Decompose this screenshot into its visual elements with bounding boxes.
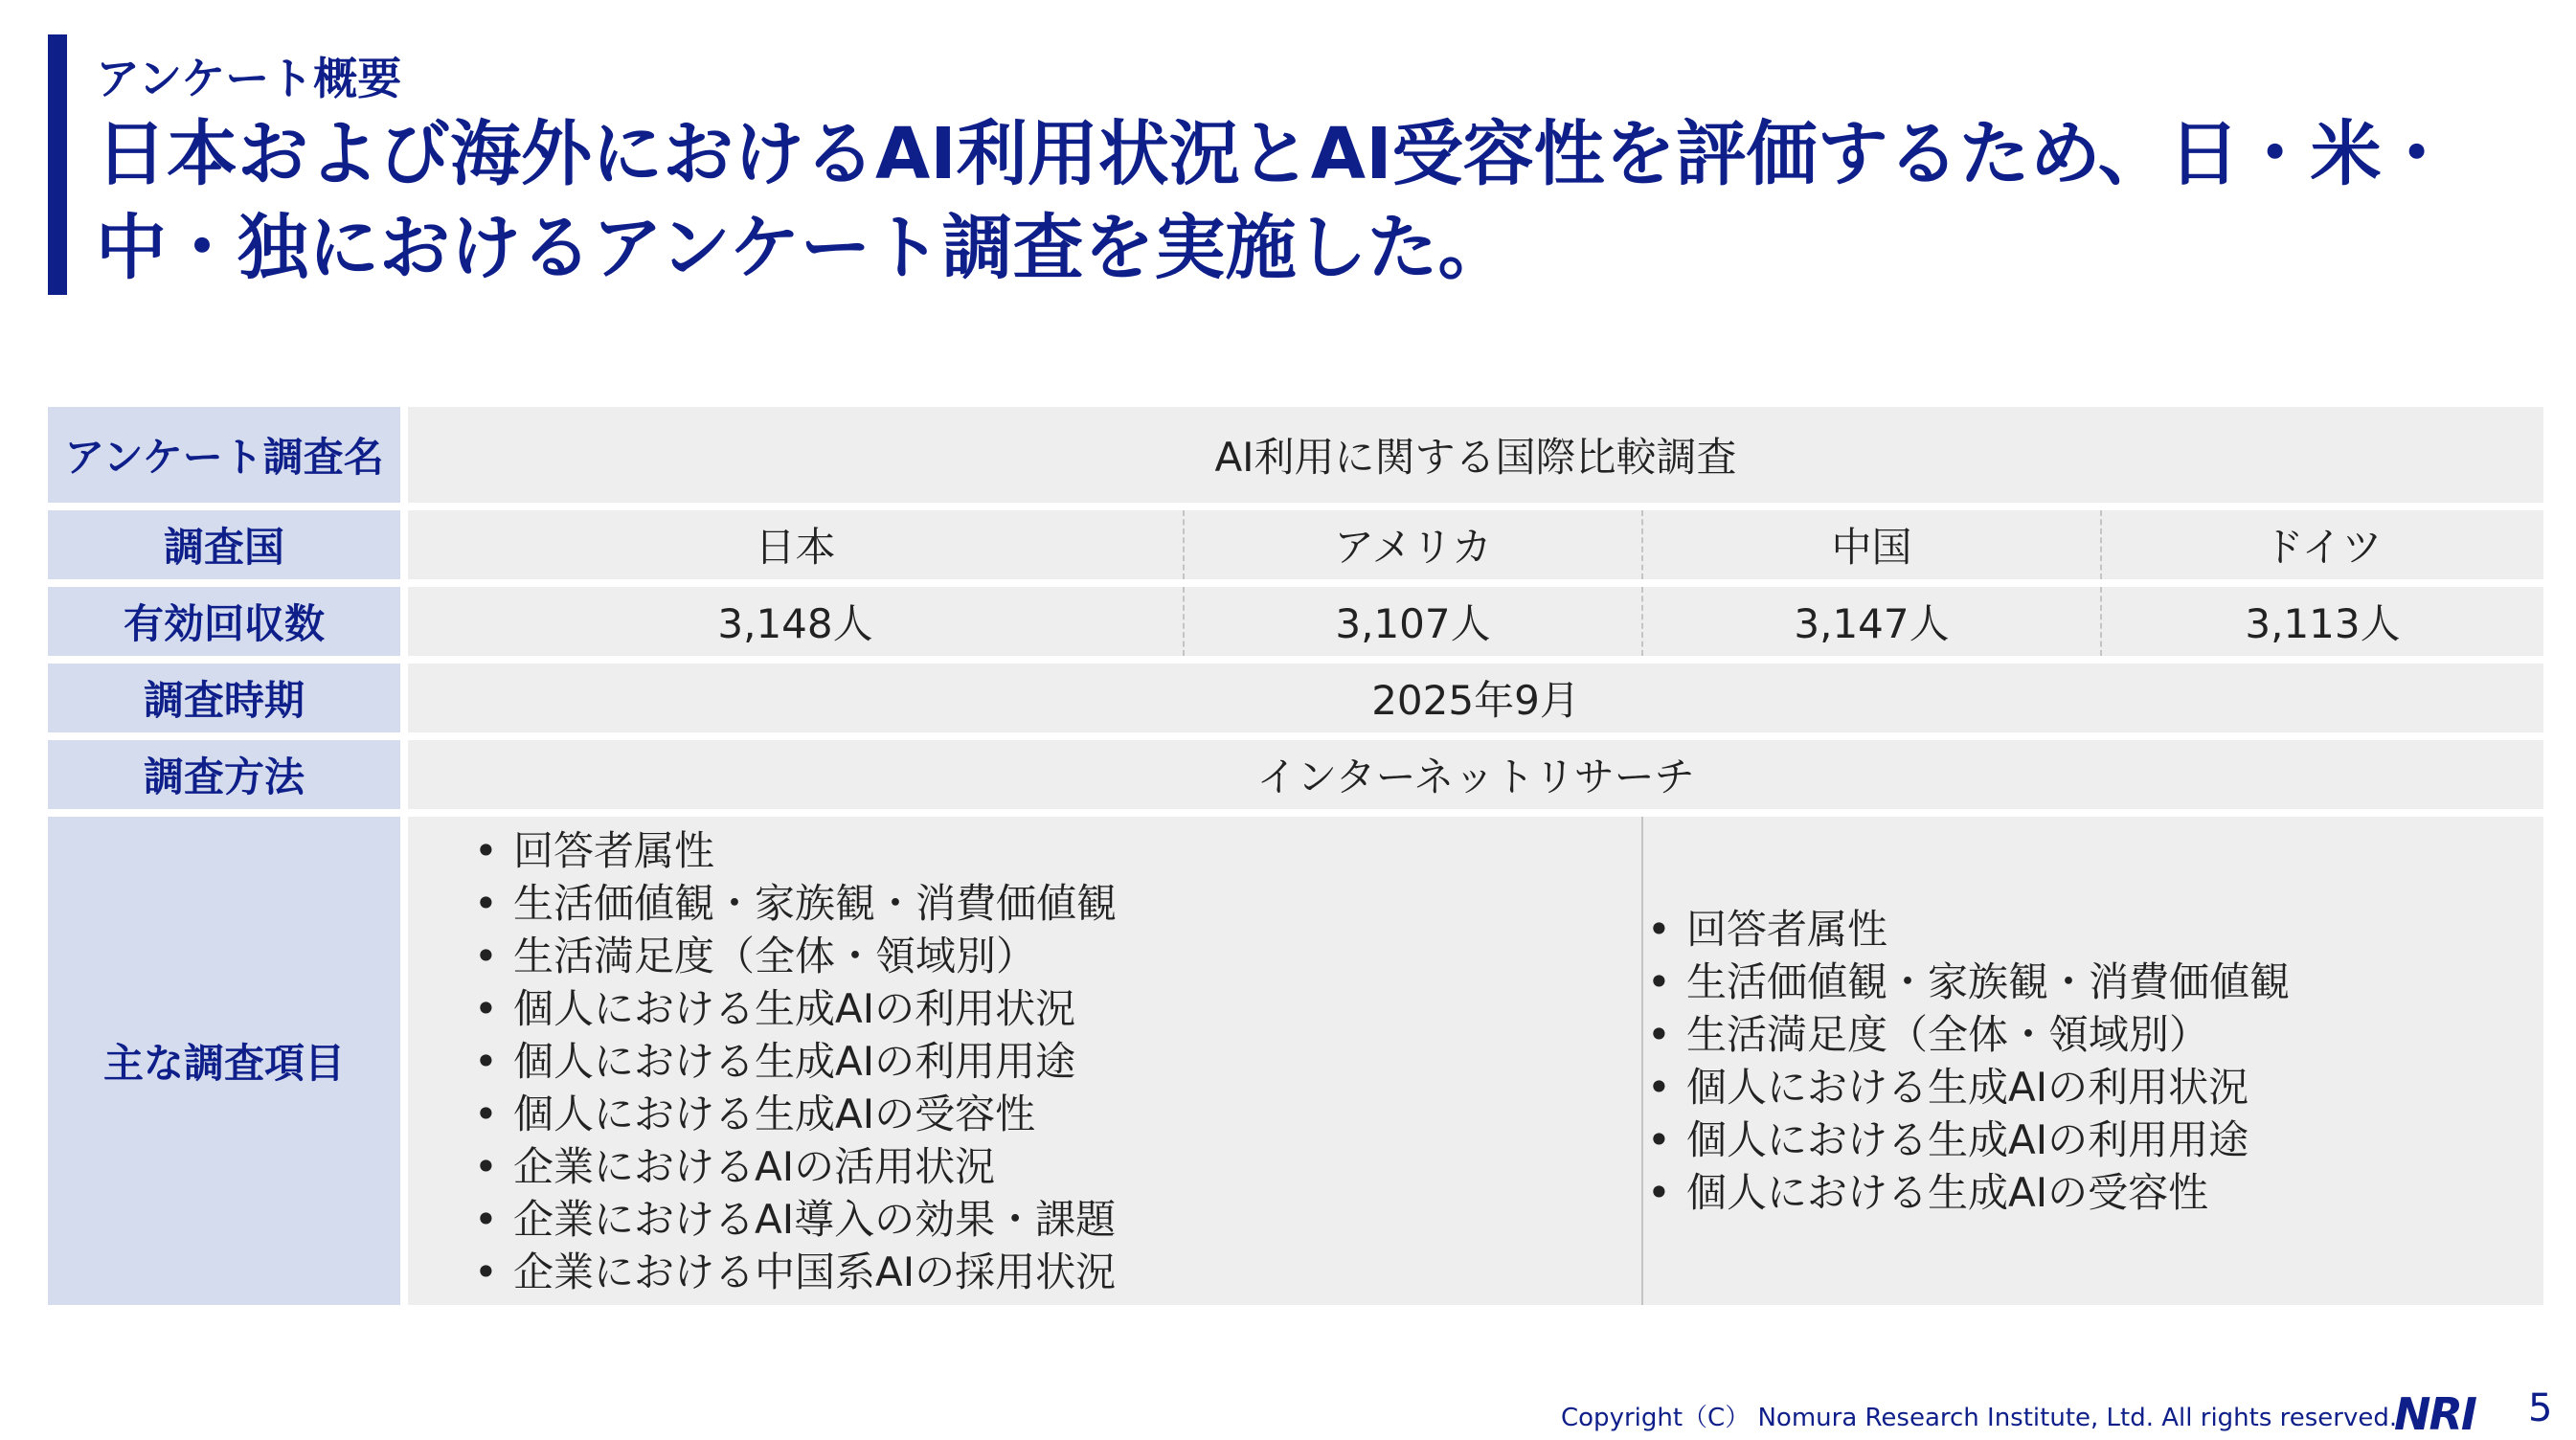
nri-logo: NRI [2394, 1388, 2476, 1440]
label-period: 調査時期 [48, 664, 408, 732]
response-count-cell: 3,113人 [2100, 587, 2543, 656]
row-responses [48, 587, 2543, 656]
response-count-cell: 3,107人 [1183, 587, 1641, 656]
row-method [48, 740, 2543, 809]
slide-headline: 日本および海外におけるAI利用状況とAI受容性を評価するため、日・米・中・独におけるアンケート調査を実施した。 [96, 113, 2452, 289]
row-survey-name [48, 407, 2543, 503]
list-item: • 回答者属性 [1643, 903, 2543, 956]
slide-subtitle: アンケート概要 [96, 53, 402, 104]
row-countries [48, 510, 2543, 579]
list-item: • 個人における生成AIの利用状況 [1643, 1061, 2543, 1114]
row-period [48, 664, 2543, 732]
row-items [48, 817, 2543, 1305]
list-item: • 生活満足度（全体・領域別） [1643, 1008, 2543, 1061]
survey-overview-table [48, 399, 2543, 1313]
response-count-cell: 3,147人 [1641, 587, 2100, 656]
label-items: 主な調査項目 [48, 817, 408, 1305]
items-list-right [1643, 903, 2543, 1219]
list-item: • 生活価値観・家族観・消費価値観 [1643, 956, 2543, 1008]
list-item: • 回答者属性 [470, 824, 1641, 877]
list-item: • 個人における生成AIの受容性 [470, 1088, 1641, 1140]
list-item: • 個人における生成AIの受容性 [1643, 1166, 2543, 1219]
list-item: • 生活満足度（全体・領域別） [470, 930, 1641, 982]
list-item: • 個人における生成AIの利用用途 [470, 1035, 1641, 1088]
list-item: • 企業における中国系AIの採用状況 [470, 1246, 1641, 1298]
value-survey-name: AI利用に関する国際比較調査 [408, 407, 2543, 503]
list-item: • 生活価値観・家族観・消費価値観 [470, 877, 1641, 930]
value-method: インターネットリサーチ [408, 740, 2543, 809]
label-responses: 有効回収数 [48, 587, 408, 656]
list-item: • 企業におけるAI導入の効果・課題 [470, 1193, 1641, 1246]
list-item: • 個人における生成AIの利用状況 [470, 982, 1641, 1035]
label-survey-name: アンケート調査名 [48, 407, 408, 503]
list-item: • 個人における生成AIの利用用途 [1643, 1114, 2543, 1166]
items-left-cell [408, 817, 1641, 1305]
items-right-cell [1641, 817, 2543, 1305]
value-period: 2025年9月 [408, 664, 2543, 732]
country-cell: ドイツ [2100, 510, 2543, 579]
response-count-cell: 3,148人 [408, 587, 1183, 656]
label-method: 調査方法 [48, 740, 408, 809]
country-cell: アメリカ [1183, 510, 1641, 579]
page-number: 5 [2528, 1386, 2553, 1430]
items-list-left [470, 824, 1641, 1298]
copyright-notice: Copyright（C） Nomura Research Institute, Ltd. All rights reserved. [1561, 1404, 2398, 1432]
country-cell: 中国 [1641, 510, 2100, 579]
title-accent-bar [48, 34, 67, 295]
label-countries: 調査国 [48, 510, 408, 579]
country-cell: 日本 [408, 510, 1183, 579]
list-item: • 企業におけるAIの活用状況 [470, 1140, 1641, 1193]
